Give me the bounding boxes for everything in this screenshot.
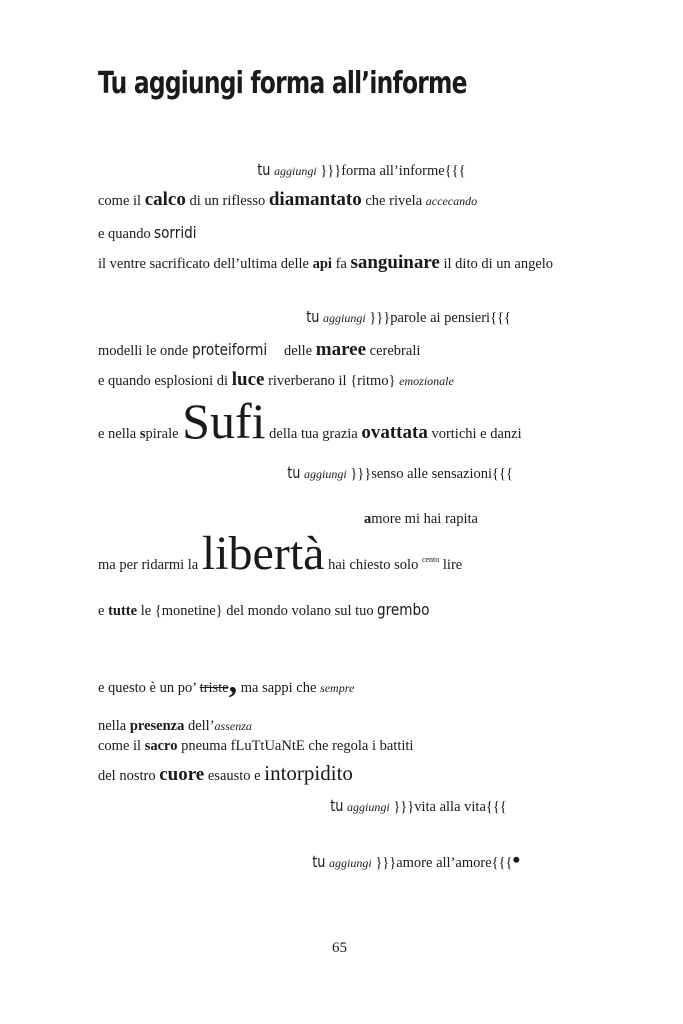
refrain-line [327,798,507,815]
verse-text: e quando [98,226,155,242]
verse-text: e nella [98,426,140,442]
verse-text: more mi hai rapita [371,511,478,527]
italic-word: assenza [214,719,252,733]
verse-line [98,527,463,580]
verse-text: cerebrali [366,343,421,359]
verse-text: vortichi e danzi [427,426,522,442]
refrain-line [254,162,466,179]
verse-text: del nostro [98,768,160,784]
italic-word: emozionale [399,374,454,388]
verse-line [98,665,354,699]
verse-line [98,602,439,619]
verse-line [98,340,420,359]
verse-text: ma sappi che [237,680,321,696]
verse-line [364,512,478,527]
refrain-tu: tu [330,796,344,815]
emphasis-word: intorpidito [264,761,353,785]
verse-text: nella [98,718,130,734]
refrain-text: }}}amore all’amore{{{ [371,855,513,871]
emphasis-word: diamantato [268,189,362,210]
emphasis-word: libertà [201,527,325,580]
verse-line [98,719,252,734]
italic-word: accecando [425,194,478,208]
emphasis-word: Sufi [182,393,266,449]
emphasis-letter: s [139,426,146,442]
superscript-word: cento [421,555,440,564]
verse-text: modelli le onde [98,343,192,359]
verse-line [98,370,454,389]
verse-line [98,190,477,209]
refrain-aggiungi: aggiungi [329,856,372,870]
emphasis-word: grembo [377,600,430,619]
emphasis-word: luce [231,369,265,390]
verse-line [98,253,553,272]
emphasis-word: sanguinare [350,252,440,273]
emphasis-word: cuore [159,764,205,785]
verse-text: hai chiesto solo [324,557,422,573]
emphasis-word: api [312,256,332,272]
verse-text: e [98,603,109,619]
verse-text: della tua grazia [265,426,362,442]
emphasis-letter: a [364,511,372,527]
italic-word: sempre [320,681,355,695]
verse-text: dell’ [184,718,215,734]
verse-text: come il [98,193,145,209]
verse-text: il dito di un angelo [439,256,554,272]
verse-text: come il [98,738,145,754]
refrain-text: }}}parole ai pensieri{{{ [365,310,511,326]
strikethrough-word: triste [199,680,229,696]
refrain-line [303,309,511,326]
verse-line [98,393,522,449]
verse-text: che rivela [361,193,426,209]
refrain-text: }}}vita alla vita{{{ [389,799,507,815]
verse-text: riverberano il {ritmo} [264,373,400,389]
refrain-tu: tu [312,852,326,871]
verse-line [98,763,353,784]
emphasis-word: sorridi [154,223,197,242]
refrain-aggiungi: aggiungi [304,467,347,481]
refrain-text: }}}forma all’informe{{{ [316,163,466,179]
verse-line [98,739,413,754]
refrain-tu: tu [287,463,301,482]
emphasis-word: ovattata [361,422,428,443]
verse-text: il ventre sacrificato dell’ultima delle [98,256,313,272]
refrain-line [309,849,520,871]
verse-text: ma per ridarmi la [98,557,202,573]
verse-text: e quando esplosioni di [98,373,232,389]
page-number: 65 [332,940,347,956]
closing-dot: • [512,847,521,872]
verse-text: lire [439,557,463,573]
verse-text: esausto e [204,768,265,784]
refrain-aggiungi: aggiungi [347,800,390,814]
poem-title: Tu aggiungi forma all’informe [98,66,467,101]
verse-text: delle [280,343,316,359]
verse-text: le {monetine} del mondo volano sul tuo [137,603,378,619]
verse-text: pneuma fLuTtUaNtE che regola i battiti [177,738,414,754]
emphasis-word: sacro [144,738,178,754]
emphasis-comma: , [228,663,238,700]
refrain-tu: tu [306,307,320,326]
verse-text: pirale [145,426,183,442]
emphasis-word: proteiformi [191,340,268,359]
verse-line [98,225,204,242]
refrain-tu: tu [257,160,271,179]
refrain-text: }}}senso alle sensazioni{{{ [346,466,513,482]
emphasis-word: maree [315,339,367,360]
verse-text: fa [331,256,351,272]
verse-text: e questo è un po’ [98,680,200,696]
emphasis-word: tutte [108,603,138,619]
emphasis-word: calco [144,189,186,210]
verse-text: di un riflesso [185,193,269,209]
refrain-aggiungi: aggiungi [323,311,366,325]
emphasis-word: presenza [129,718,185,734]
refrain-line [284,465,513,482]
refrain-aggiungi: aggiungi [274,164,317,178]
